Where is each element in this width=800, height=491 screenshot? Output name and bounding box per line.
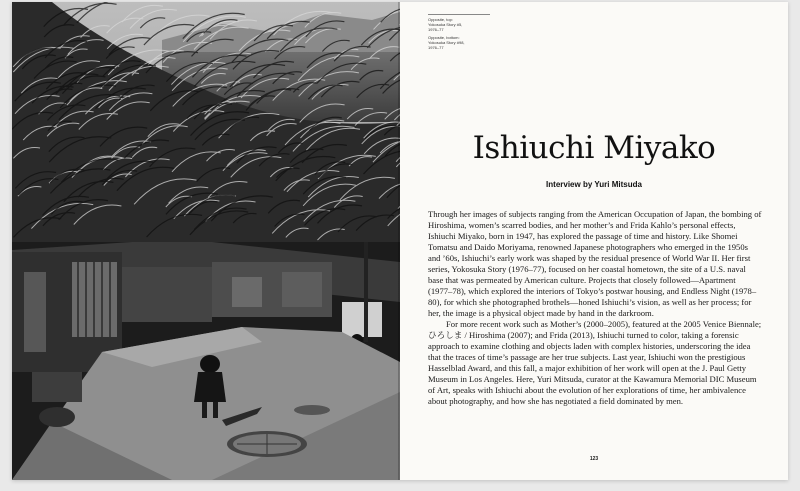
caption-top-line: Yokosuka Story #5, bbox=[428, 22, 463, 27]
caption-bottom-line: Yokosuka Story #98, bbox=[428, 40, 465, 45]
body-paragraph: For more recent work such as Mother’s (2000–2005), featured at the 2005 Venice Biennale; ひろしま / Hiroshima (2007); and Frida (2013), Ishiuchi turned to color, taking a forensic approach to examine clothing and objects laden with complex histories, underscoring the idea that the traces of time’s passage are her true subjects. Last year, Ishiuchi won the prestigious Hasselblad Award, and this fall, a major exhibition of her work will open at the J. Paul Getty Museum in Los Angeles. Here, Yuri Mitsuda, curator at the Kawamura Memorial DIC Museum of Art, speaks with Ishiuchi about the evolution of her explorations of time, her ambivalence about photography, and how she has negotiated a field dominated by men. bbox=[428, 319, 762, 406]
body-paragraph: Through her images of subjects ranging from the American Occupation of Japan, the bombing of Hiroshima, women’s scarred bodies, and her mother’s and Frida Kahlo’s personal effects, Ishiuchi Miyako, born in 1947, has explored the passage of time and history. Like Shomei Tomatsu and Daido Moriyama, renowned Japanese photographers who emerged in the 1950s and ’60s, Ishiuchi’s early work was shaped by the residual presence of World War II. Her first series, Yokosuka Story (1976–77), focused on her coastal hometown, the site of a U.S. naval base that was permeated by American culture. Projects that closely followed—Apartment (1977–78), which explored the interiors of Tokyo’s postwar housing, and Endless Night (1978–80), for which she photographed brothels—honed Ishiuchi’s vision, as well as her process; for her, the image is a physical object made by hand in the darkroom. bbox=[428, 209, 762, 318]
caption-bottom bbox=[428, 35, 488, 50]
article-body bbox=[428, 209, 762, 407]
page-number: 123 bbox=[589, 456, 599, 462]
caption-bottom-line: 1976–77 bbox=[428, 45, 444, 50]
article-title: Ishiuchi Miyako bbox=[472, 130, 716, 166]
caption-bottom-line: Opposite, bottom: bbox=[428, 35, 460, 40]
right-page bbox=[400, 2, 788, 480]
photo-captions bbox=[428, 14, 488, 53]
caption-top-line: Opposite, top: bbox=[428, 17, 453, 22]
photo-girl-on-street bbox=[12, 242, 400, 480]
caption-top bbox=[428, 17, 488, 32]
magazine-spread bbox=[12, 2, 788, 480]
left-page bbox=[12, 2, 400, 480]
photo-windblown-grass bbox=[12, 2, 400, 242]
caption-top-line: 1976–77 bbox=[428, 27, 444, 32]
article-byline: Interview by Yuri Mitsuda bbox=[546, 180, 642, 189]
